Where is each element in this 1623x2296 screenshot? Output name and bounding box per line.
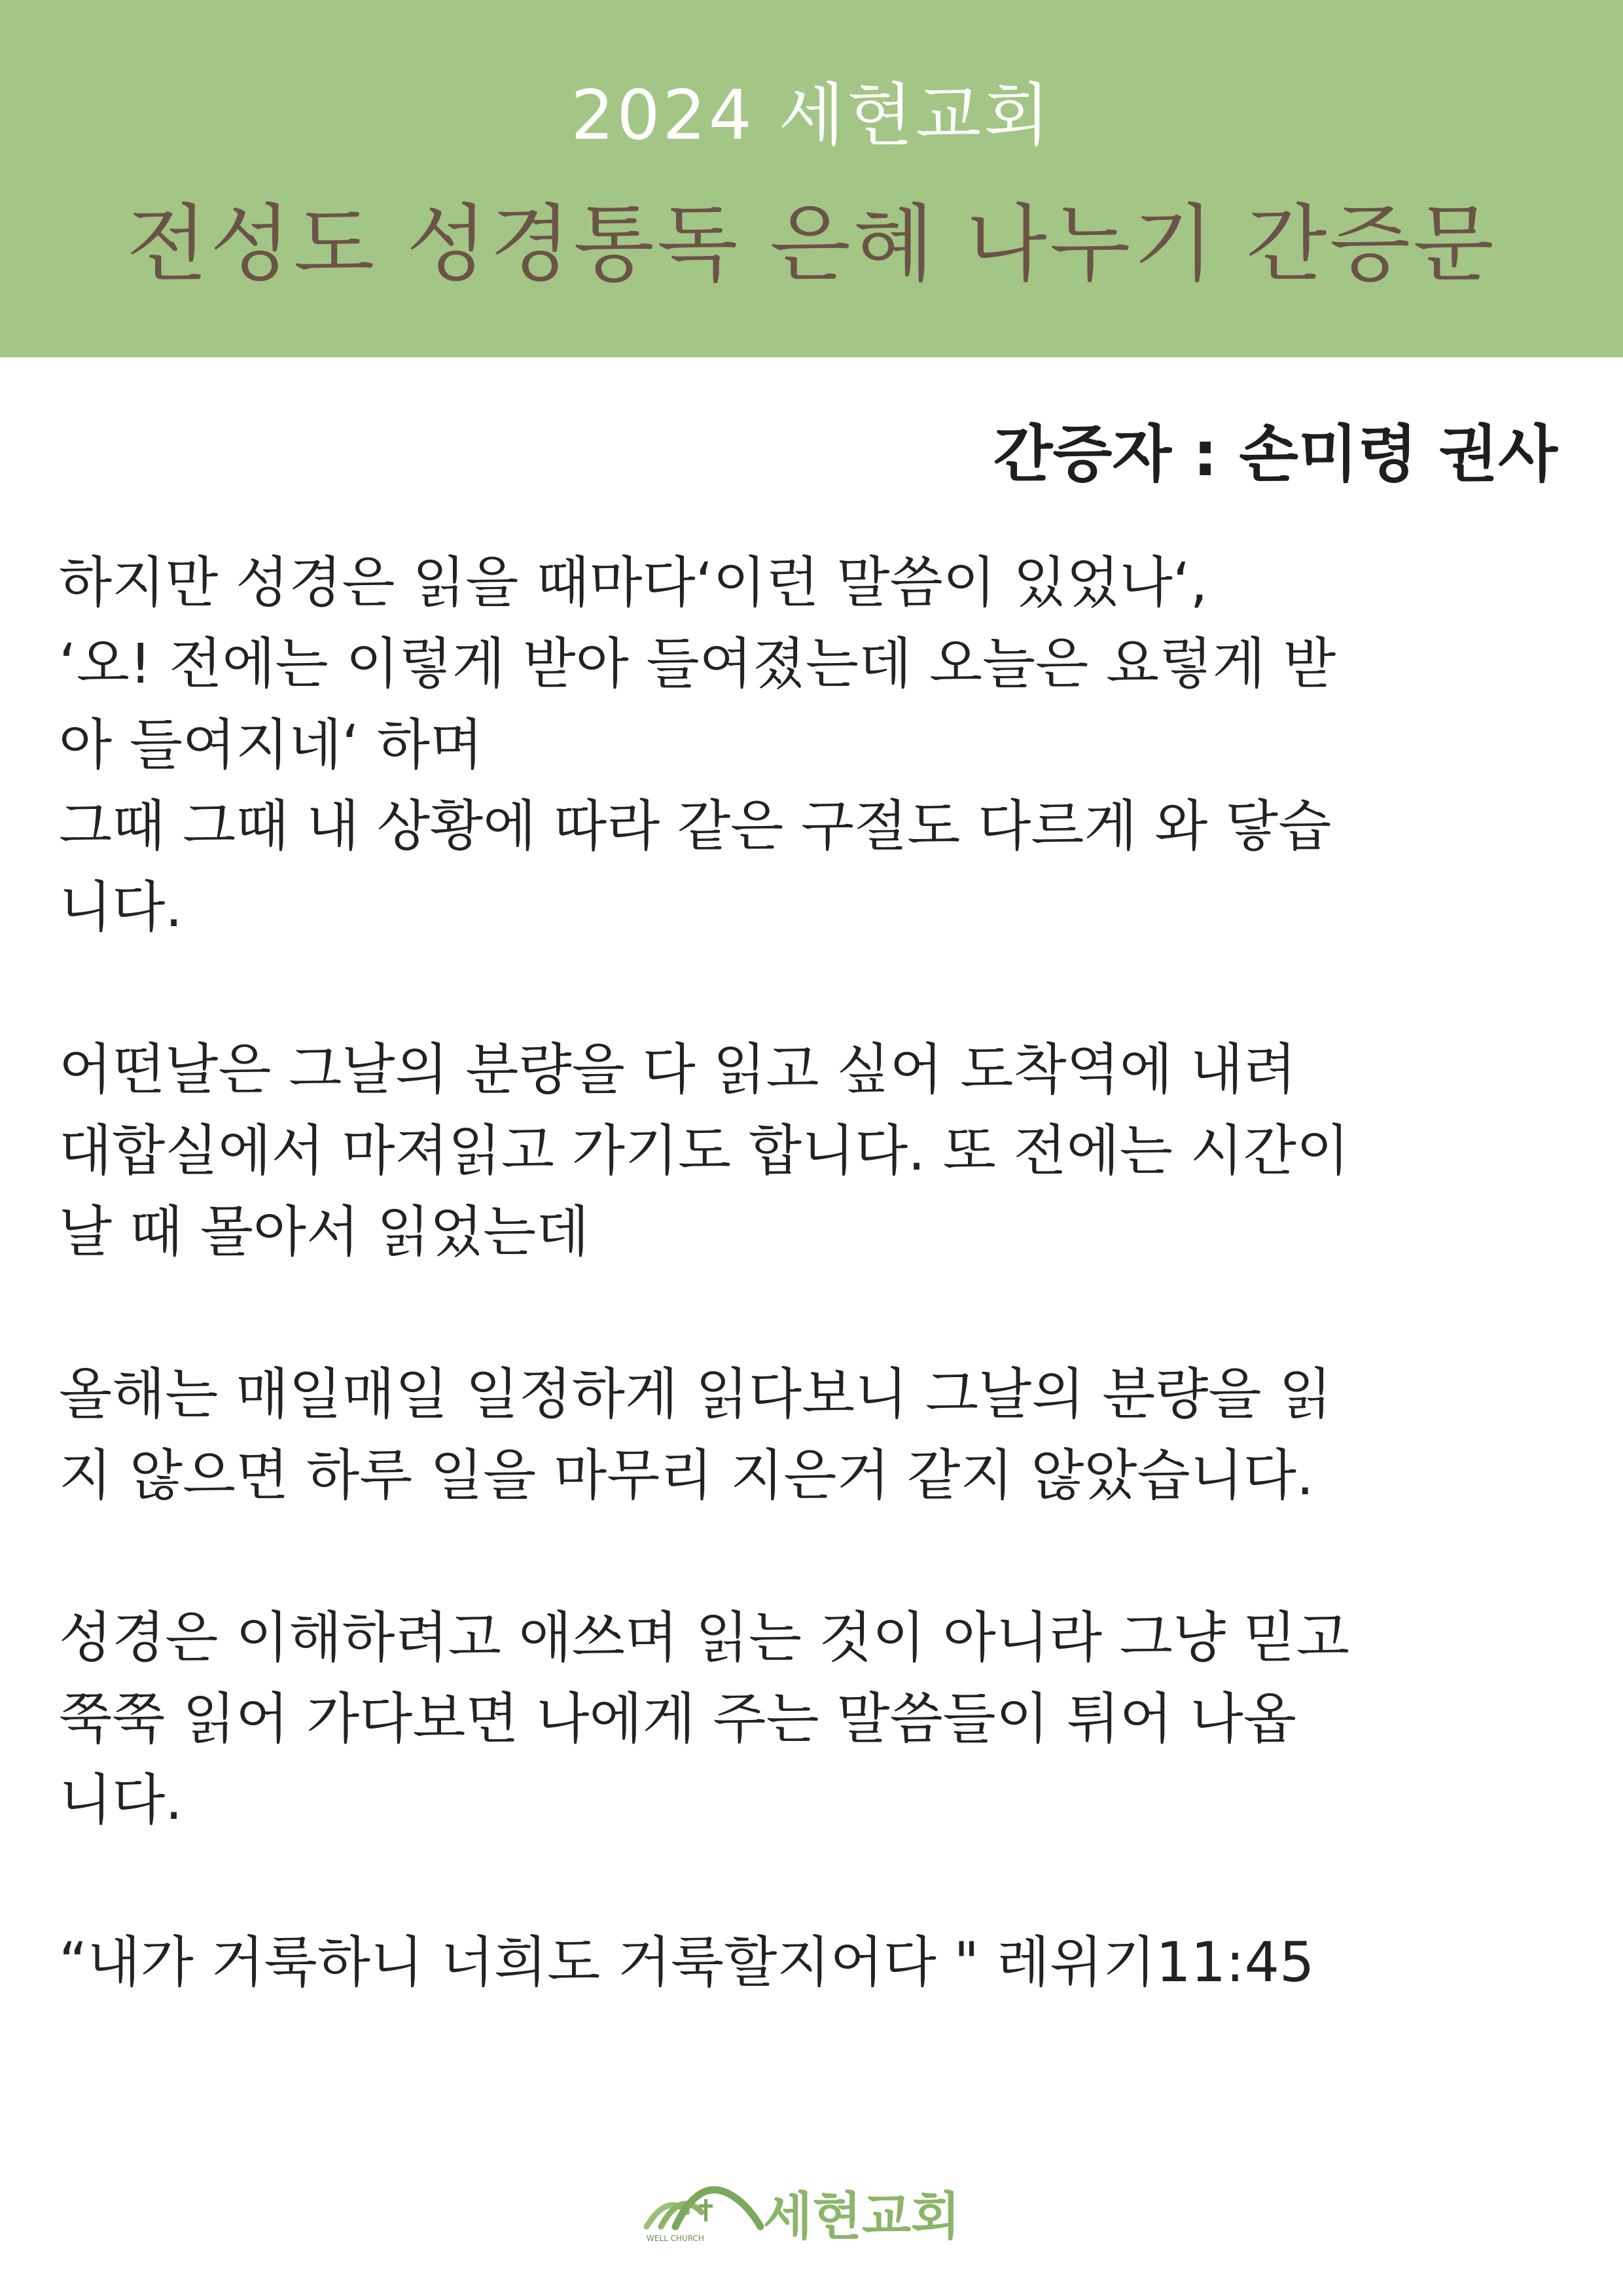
text-line: 성경은 이해하려고 애쓰며 읽는 것이 아니라 그냥 믿고 [59, 1605, 1350, 1670]
text-line: 대합실에서 마져읽고 가기도 합니다. 또 전에는 시간이 [59, 1119, 1350, 1183]
paragraph-2 [59, 1029, 1577, 1272]
author-line: 간증자 : 손미령 권사 [993, 419, 1558, 490]
logo-subtext: WELL CHURCH [647, 2234, 704, 2243]
header-church-year: 2024 세현교회 [571, 75, 1052, 155]
text-line: 그때 그때 내 상황에 따라 같은 구절도 다르게 와 닿습 [59, 794, 1332, 858]
paragraph-4 [59, 1597, 1577, 1840]
logo-church-name: 세현교회 [763, 2187, 961, 2246]
bible-verse-line: “내가 거룩하니 너희도 거룩할지어다 " 레위기11:45 [59, 1930, 1315, 1994]
text-line: 니다. [59, 875, 183, 939]
text-line: 아 들여지네‘ 하며 [59, 713, 484, 777]
text-line: 지 않으면 하루 일을 마무리 지은거 같지 않았습니다. [59, 1443, 1314, 1507]
church-logo-icon [641, 2173, 766, 2245]
text-line: ‘오! 전에는 이렇게 받아 들여졌는데 오늘은 요렇게 받 [59, 632, 1336, 696]
text-line: 쭉쭉 읽어 가다보면 나에게 주는 말씀들이 튀어 나옵 [59, 1687, 1296, 1751]
paragraph-5-verse [59, 1922, 1577, 2003]
testimony-body [59, 542, 1577, 2084]
header-banner [0, 0, 1623, 357]
text-line: 어떤날은 그날의 분량을 다 읽고 싶어 도착역에 내려 [59, 1037, 1296, 1102]
text-line: 하지만 성경은 읽을 때마다‘이런 말씀이 있었나‘, [59, 550, 1208, 615]
text-line: 날 때 몰아서 읽었는데 [59, 1200, 590, 1264]
church-logo [641, 2173, 1008, 2245]
header-title: 전성도 성경통독 은혜 나누기 간증문 [126, 196, 1497, 293]
paragraph-3 [59, 1354, 1577, 1516]
text-line: 니다. [59, 1768, 183, 1832]
paragraph-1 [59, 542, 1577, 948]
text-line: 올해는 매일매일 일정하게 읽다보니 그날의 분량을 읽 [59, 1362, 1332, 1426]
